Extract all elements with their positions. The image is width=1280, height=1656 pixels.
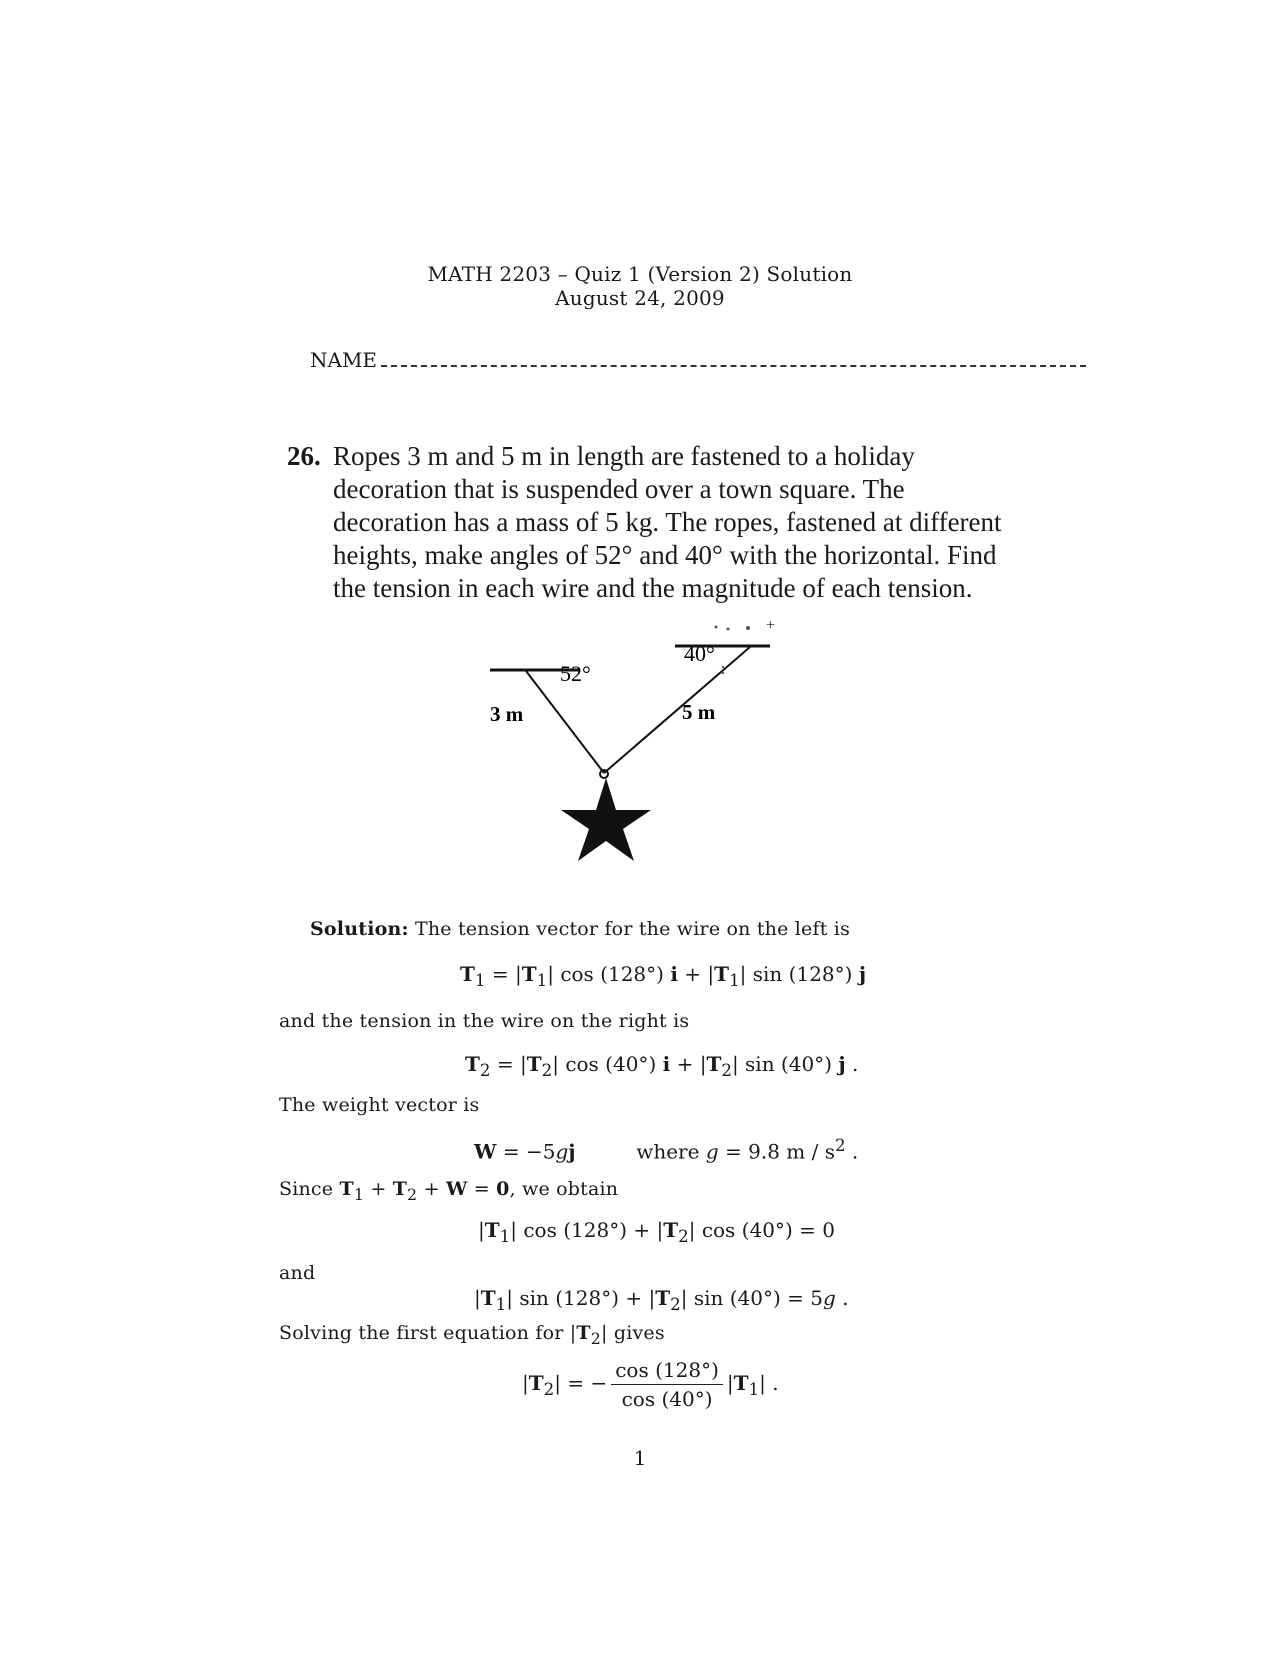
equation-x-component: $|T_1|$ $\cos (128^\circ) + |T_2|$ cos (40°) = 0 [478, 1218, 835, 1246]
angle-40: 40° [788, 1052, 825, 1076]
scan-mark-plus: + [766, 617, 776, 634]
mass-value: 5 [542, 1139, 556, 1164]
g-value: 9.8 m / s [748, 1139, 835, 1164]
problem-text: Ropes 3 m and 5 m in length are fastened to a holiday decoration that is suspended over a town square. The decoration has a mass of 5 kg. The ropes, fastened at different heights, make angles of 52° and 40° with the horizontal. Find the tension in each wire and the magnitude of each tension. [333, 441, 1002, 603]
and-word: and [279, 1262, 316, 1284]
solution-label: Solution: [310, 918, 409, 940]
fraction: $\frac{\cos (128^\circ)}{\cos (40^\circ)}$ [611, 1358, 723, 1411]
name-blank-line [381, 349, 1086, 367]
rope-diagram [470, 615, 810, 885]
left-rope [526, 671, 604, 773]
page-number: 1 [633, 1446, 647, 1470]
right-rope-label: 5 m [682, 700, 716, 724]
since-word: Since [279, 1178, 334, 1200]
name-field [310, 348, 1086, 372]
angle-40: 40° [669, 1387, 705, 1411]
left-angle-label: 52° [560, 661, 591, 686]
scan-speck [722, 672, 724, 674]
scan-speck [727, 628, 730, 631]
equation-W: W = −5gj where g = 9.8 m / $s^2$ . [474, 1136, 859, 1164]
equation-y-component: $|T_1|$ $\sin (128^\circ) + |T_2|$ sin (40°) = 5g . [474, 1286, 849, 1314]
angle-128: 128° [607, 962, 657, 986]
name-label: NAME [310, 348, 378, 372]
problem-block [287, 440, 1007, 605]
angle-128: 128° [563, 1286, 612, 1310]
angle-40: 40° [749, 1218, 785, 1242]
angle-40: 40° [612, 1052, 649, 1076]
right-rope [604, 647, 750, 773]
since-line: Since $T_1 + T_2 + W = 0$, we obtain [279, 1178, 619, 1204]
equation-T2-solved: $|T_2|$ = − $\frac{\cos (128^\circ)}{\cos (40^\circ)}$ $|T_1|$ . [522, 1358, 779, 1411]
equation-T1: $T_1 = |T_1|$ cos (128°) $i + |T_1|$ sin (128°) j [460, 962, 867, 990]
equation-T2: $T_2 = |T_2|$ cos (40°) $i + |T_2|$ sin (40°) j . [465, 1052, 859, 1080]
angle-128: 128° [796, 962, 845, 986]
document-title: MATH 2203 – Quiz 1 (Version 2) Solution [427, 262, 853, 286]
mass-value: 5 [810, 1286, 824, 1310]
scan-speck [746, 626, 750, 630]
gives-word: gives [613, 1322, 665, 1344]
weight-intro: The weight vector is [279, 1094, 480, 1116]
right-angle-label: 40° [684, 641, 715, 666]
where-word: where [636, 1139, 700, 1164]
angle-128: 128° [662, 1358, 712, 1382]
angle-40: 40° [737, 1286, 773, 1310]
solution-intro-line [310, 918, 850, 940]
left-rope-label: 3 m [490, 702, 524, 726]
scan-speck [715, 626, 718, 629]
knot [600, 770, 608, 778]
angle-128: 128° [571, 1218, 620, 1242]
document-date: August 24, 2009 [555, 286, 725, 310]
solving-text: Solving the first equation for [279, 1322, 564, 1344]
right-wire-intro: and the tension in the wire on the right is [279, 1010, 690, 1032]
solving-line: Solving the first equation for $|T_2|$ gives [279, 1322, 665, 1348]
we-obtain-text: , we obtain [509, 1178, 619, 1200]
star-decoration [561, 778, 651, 861]
problem-number: 26. [287, 441, 321, 471]
scan-speck [722, 666, 724, 668]
solution-intro-text: The tension vector for the wire on the left is [414, 918, 851, 940]
